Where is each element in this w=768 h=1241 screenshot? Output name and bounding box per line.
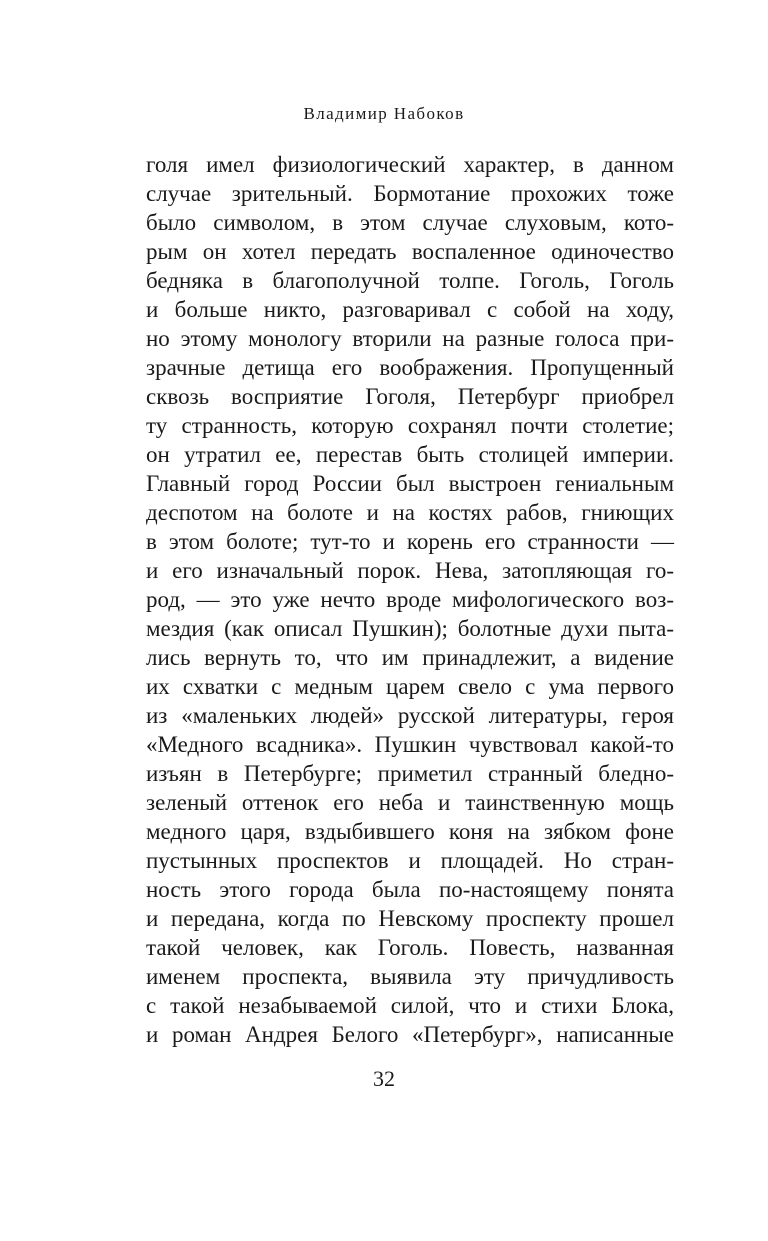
text-line: рым он хотел передать воспаленное одиночество: [146, 239, 674, 264]
text-line: «Медного всадника». Пушкин чувствовал какой-то: [146, 732, 674, 757]
text-line: и его изначальный порок. Нева, затопляющая го-: [146, 558, 674, 583]
running-head: Владимир Набоков: [303, 104, 465, 123]
text-line: но этому монологу вторили на разные голоса при-: [146, 326, 674, 351]
text-line: и роман Андрея Белого «Петербург», написанные: [146, 1022, 674, 1047]
text-line: с такой незабываемой силой, что и стихи Блока,: [146, 993, 674, 1018]
text-line: из «маленьких людей» русской литературы, героя: [146, 703, 674, 728]
text-line: лись вернуть то, что им принадлежит, а видение: [146, 645, 674, 670]
text-line: изъян в Петербурге; приметил странный бледно-: [146, 761, 674, 786]
text-line: род, — это уже нечто вроде мифологического воз-: [146, 587, 674, 612]
text-line: медного царя, вздыбившего коня на зябком фоне: [146, 819, 674, 844]
page-number: 32: [373, 1066, 395, 1091]
body-text: [146, 150, 674, 1049]
text-line: бедняка в благополучной толпе. Гоголь, Гоголь: [146, 268, 674, 293]
text-line: и передана, когда по Невскому проспекту прошел: [146, 906, 674, 931]
text-line: в этом болоте; тут-то и корень его странности —: [146, 529, 674, 554]
text-line: он утратил ее, перестав быть столицей империи.: [146, 442, 674, 467]
text-line: зрачные детища его воображения. Пропущенный: [146, 355, 674, 380]
text-line: деспотом на болоте и на костях рабов, гниющих: [146, 500, 674, 525]
text-line: пустынных проспектов и площадей. Но стран-: [146, 848, 674, 873]
text-line: Главный город России был выстроен гениальным: [146, 471, 674, 496]
text-line: голя имел физиологический характер, в данном: [146, 152, 674, 177]
text-line: ность этого города была по-настоящему понята: [146, 877, 674, 902]
text-line: такой человек, как Гоголь. Повесть, названная: [146, 935, 674, 960]
text-line: зеленый оттенок его неба и таинственную мощь: [146, 790, 674, 815]
text-line: именем проспекта, выявила эту причудливость: [146, 964, 674, 989]
text-line: сквозь восприятие Гоголя, Петербург приобрел: [146, 384, 674, 409]
text-line: ту странность, которую сохранял почти столетие;: [146, 413, 674, 438]
text-line: мездия (как описал Пушкин); болотные духи пыта-: [146, 616, 674, 641]
text-line: их схватки с медным царем свело с ума первого: [146, 674, 674, 699]
text-line: и больше никто, разговаривал с собой на ходу,: [146, 297, 674, 322]
text-line: случае зрительный. Бормотание прохожих тоже: [146, 181, 674, 206]
text-line: было символом, в этом случае слуховым, кото-: [146, 210, 674, 235]
